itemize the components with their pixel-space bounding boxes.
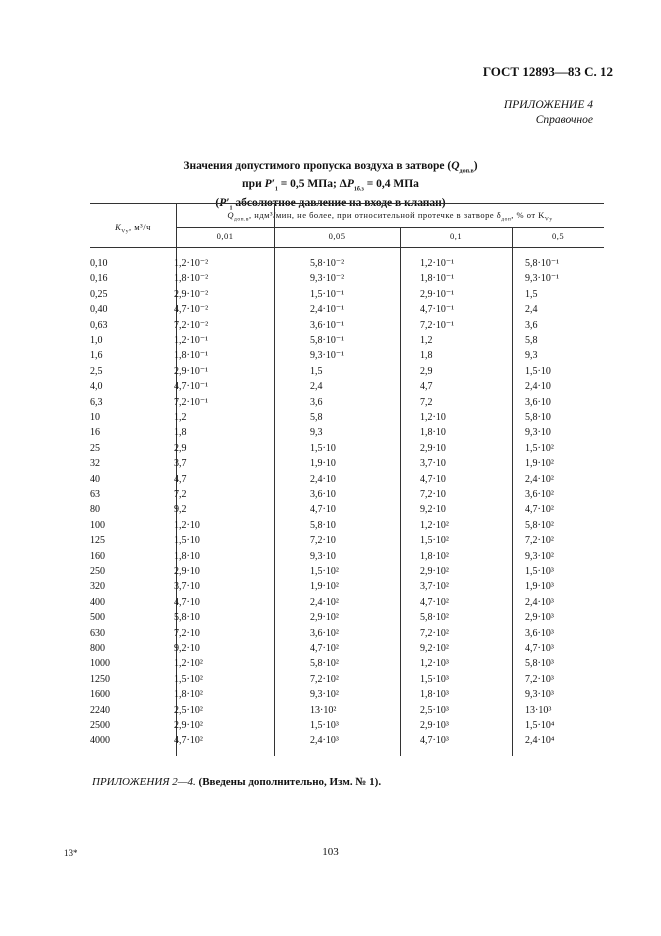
cell-value: 2,4·10² [310,596,339,608]
table-row [90,581,604,596]
cell-value: 2,9·10 [420,442,446,454]
cell-value: 1,2 [420,335,433,346]
title-p-subscript: 1 [274,186,278,193]
cell-value: 9,3·10² [525,550,554,562]
group-header-text: , % от K [511,210,545,220]
cell-value: 9,3 [310,427,323,439]
cell-value: 9,3·10² [310,689,339,701]
table-row [90,474,604,489]
cell-kvy: 16 [90,427,100,439]
cell-value: 4,7·10 [174,596,200,608]
cell-kvy: 1,6 [90,350,103,362]
cell-kvy: 2500 [90,720,110,731]
cell-value: 4,7·10³ [420,735,449,747]
table-row [90,689,604,704]
cell-value: 5,8·10³ [525,658,554,670]
cell-value: 7,2·10 [420,489,446,500]
table-row [90,381,604,396]
cell-value: 2,4 [525,304,538,316]
cell-value: 1,8·10⁻¹ [174,350,209,362]
cell-value: 2,4·10³ [310,735,339,747]
subheader-0-5: 0,5 [551,231,565,241]
delta-subscript: доп [501,216,512,223]
cell-value: 2,9·10⁻² [174,288,209,300]
cell-kvy: 2240 [90,704,110,716]
title-dp-symbol: P [346,178,354,191]
cell-kvy: 1600 [90,689,110,701]
cell-kvy: 0,16 [90,273,108,285]
table-row [90,504,604,519]
table-row [90,350,604,365]
cell-value: 1,9·10³ [525,581,554,593]
cell-value: 2,9·10² [174,720,203,731]
subheader-0-1: 0,1 [449,231,463,241]
column-header-kvy [90,222,176,235]
cell-value: 5,8·10 [525,412,551,423]
table-title-line-2 [0,178,661,196]
cell-kvy: 100 [90,519,105,531]
cell-value: 2,4·10⁻¹ [310,304,345,316]
table-row [90,551,604,566]
cell-value: 4,7·10⁻² [174,304,209,316]
table-row [90,412,604,427]
cell-value: 1,2·10⁻¹ [174,335,209,346]
cell-value: 2,9 [174,442,187,454]
cell-value: 1,8·10⁻² [174,273,209,285]
cell-value: 1,2·10 [174,519,200,531]
table-row [90,320,604,335]
title-text: ( [215,196,220,209]
cell-kvy: 250 [90,566,105,577]
cell-value: 9,2·10 [174,643,200,654]
cell-value: 9,3·10³ [525,689,554,701]
title-text: при [242,178,265,191]
table-row [90,535,604,550]
title-text: = 0,4 МПа [363,178,419,191]
cell-value: 4,7·10² [420,596,449,608]
cell-kvy: 0,40 [90,304,108,316]
cell-kvy: 1,0 [90,335,103,346]
cell-value: 2,4 [310,381,323,393]
cell-kvy: 320 [90,581,105,593]
title-text: Значения допустимого пропуска воздуха в затворе ( [183,160,452,172]
cell-value: 4,7·10² [174,735,203,747]
table-row [90,566,604,581]
cell-value: 1,5·10² [310,566,339,577]
cell-value: 9,3·10⁻¹ [310,350,345,362]
cell-kvy: 4,0 [90,381,103,393]
cell-value: 1,8·10⁻¹ [420,273,455,285]
cell-value: 1,5·10³ [420,673,449,685]
cell-value: 3,6·10² [310,627,339,639]
table-top-rule [90,203,604,204]
cell-value: 9,3·10⁻² [310,273,345,285]
table-row [90,397,604,412]
cell-value: 1,8·10² [420,550,449,562]
cell-kvy: 1000 [90,658,110,670]
cell-value: 1,5·10 [525,365,551,377]
cell-value: 1,2 [174,412,187,423]
table-row [90,273,604,288]
subheader-0-05: 0,05 [328,231,346,241]
cell-value: 2,5·10³ [420,704,449,716]
group-header [176,210,604,223]
cell-value: 1,2·10⁻¹ [420,258,455,269]
table-row [90,489,604,504]
cell-value: 2,4·10⁴ [525,735,555,747]
cell-kvy: 160 [90,550,105,562]
cell-value: 1,8·10 [420,427,446,439]
cell-kvy: 125 [90,535,105,547]
cell-value: 1,8·10³ [420,689,449,701]
cell-value: 1,2·10³ [420,658,449,670]
table-title-line-1 [0,160,661,178]
cell-kvy: 6,3 [90,396,103,408]
cell-value: 1,5·10² [420,535,449,547]
cell-value: 5,8·10 [310,519,336,531]
cell-value: 2,4·10 [525,381,551,393]
cell-value: 4,7·10 [420,473,446,485]
cell-value: 2,9·10⁻¹ [174,365,209,377]
subheader-0-01: 0,01 [216,231,234,241]
cell-value: 1,2·10² [174,658,203,670]
document-reference: ГОСТ 12893—83 С. 12 [482,64,613,79]
group-header-text: , ндм³/мин, не более, при относительной протечке в затворе δ [249,210,502,220]
cell-value: 1,5 [525,288,538,300]
cell-value: 1,2·10 [420,412,446,423]
cell-value: 3,7 [174,458,187,470]
title-text: абсолютное давление на входе в клапан) [232,196,446,209]
note-bold: (Введены дополнительно, Изм. № 1). [195,776,382,788]
table-row [90,643,604,658]
cell-value: 3,6 [525,319,538,331]
cell-kvy: 0,10 [90,258,108,269]
cell-value: 2,4·10 [310,473,336,485]
header-bottom-rule [90,247,604,248]
note-italic: ПРИЛОЖЕНИЯ 2—4. [92,776,196,788]
cell-value: 9,2 [174,504,187,516]
cell-value: 2,9 [420,365,433,377]
cell-value: 3,6·10 [525,396,551,408]
cell-value: 5,8·10⁻² [310,258,345,269]
cell-value: 5,8·10⁻¹ [310,335,345,346]
table-row [90,612,604,627]
appendix-title: ПРИЛОЖЕНИЕ 4 [503,99,593,111]
cell-kvy: 800 [90,643,105,654]
cell-value: 1,5·10³ [525,566,554,577]
cell-value: 9,3·10⁻¹ [525,273,560,285]
cell-value: 1,8·10 [174,550,200,562]
cell-kvy: 25 [90,442,100,454]
cell-kvy: 2,5 [90,365,103,377]
title-p-subscript: 1 [229,204,233,211]
cell-value: 9,3·10 [525,427,551,439]
cell-value: 4,7 [174,473,187,485]
cell-value: 2,4·10² [525,473,554,485]
cell-kvy: 4000 [90,735,110,747]
cell-value: 13·10² [310,704,337,716]
cell-kvy: 1250 [90,673,110,685]
table-row [90,658,604,673]
kvy-symbol: K [115,222,122,232]
cell-value: 5,8 [525,335,538,346]
title-p-symbol: P′ [219,196,230,209]
table-row [90,520,604,535]
cell-value: 13·10³ [525,704,552,716]
cell-value: 2,5·10² [174,704,203,716]
cell-value: 7,2 [174,489,187,500]
cell-kvy: 80 [90,504,100,516]
cell-value: 1,9·10² [525,458,554,470]
page-number: 103 [322,846,339,858]
cell-value: 1,5·10³ [310,720,339,731]
cell-value: 3,7·10 [420,458,446,470]
cell-value: 7,2·10 [310,535,336,547]
cell-kvy: 63 [90,489,100,500]
table-row [90,720,604,735]
cell-value: 9,3 [525,350,538,362]
cell-value: 2,9·10³ [525,612,554,624]
title-p-symbol: P′ [264,178,275,191]
q-subscript: доп.в [234,216,250,223]
cell-value: 5,8·10⁻¹ [525,258,560,269]
cell-value: 3,6·10⁻¹ [310,319,345,331]
cell-value: 7,2·10² [420,627,449,639]
cell-value: 1,8 [420,350,433,362]
cell-value: 2,9·10² [310,612,339,624]
cell-value: 1,9·10² [310,581,339,593]
cell-value: 1,5·10⁻¹ [310,288,345,300]
table-row [90,335,604,350]
cell-value: 3,6·10³ [525,627,554,639]
title-q-subscript: доп.в [459,168,474,175]
cell-value: 1,5·10⁴ [525,720,555,731]
cell-value: 5,8·10 [174,612,200,624]
title-text: = 0,5 МПа; Δ [277,178,347,191]
cell-value: 5,8 [310,412,323,423]
cell-value: 9,2·10² [420,643,449,654]
title-dp-subscript: 1б.з [353,186,364,193]
table-row [90,735,604,750]
cell-kvy: 0,25 [90,288,108,300]
cell-value: 2,9·10 [174,566,200,577]
cell-value: 7,2·10³ [525,673,554,685]
cell-value: 5,8·10² [420,612,449,624]
cell-value: 1,8 [174,427,187,439]
cell-value: 3,6·10 [310,489,336,500]
cell-kvy: 10 [90,412,100,423]
sheet-mark: 13* [64,848,78,858]
cell-value: 3,7·10 [174,581,200,593]
cell-value: 1,5·10 [310,442,336,454]
cell-kvy: 32 [90,458,100,470]
cell-value: 2,9·10² [420,566,449,577]
cell-value: 5,8·10² [525,519,554,531]
table-row [90,304,604,319]
cell-value: 1,2·10² [420,519,449,531]
cell-kvy: 40 [90,473,100,485]
cell-value: 3,6 [310,396,323,408]
cell-value: 4,7·10² [310,643,339,654]
cell-value: 7,2·10² [310,673,339,685]
table-row [90,289,604,304]
appendix-label [504,98,593,128]
cell-value: 7,2·10⁻¹ [174,396,209,408]
table-row [90,427,604,442]
cell-value: 9,3·10 [310,550,336,562]
cell-value: 9,2·10 [420,504,446,516]
cell-value: 4,7·10 [310,504,336,516]
cell-value: 7,2·10⁻¹ [420,319,455,331]
cell-value: 4,7·10³ [525,643,554,654]
cell-value: 4,7·10⁻¹ [420,304,455,316]
kvy-subscript: Vу [121,228,130,235]
group-header-rule [176,227,604,228]
cell-value: 1,8·10² [174,689,203,701]
cell-value: 2,9·10⁻¹ [420,288,455,300]
kvy-subscript: Vу [544,216,553,223]
cell-value: 3,6·10² [525,489,554,500]
table-row [90,443,604,458]
cell-value: 7,2 [420,396,433,408]
cell-value: 1,9·10 [310,458,336,470]
leakage-table [90,203,604,756]
table-row [90,597,604,612]
cell-value: 7,2·10² [525,535,554,547]
q-symbol: Q [227,210,235,220]
amendment-note [92,776,381,788]
cell-value: 7,2·10 [174,627,200,639]
cell-value: 5,8·10² [310,658,339,670]
title-text: ) [473,160,478,172]
cell-value: 2,9·10³ [420,720,449,731]
cell-value: 1,5·10² [174,673,203,685]
appendix-subtitle: Справочное [535,114,593,126]
table-row [90,674,604,689]
cell-value: 2,4·10³ [525,596,554,608]
cell-value: 3,7·10² [420,581,449,593]
cell-value: 1,5·10² [525,442,554,454]
cell-kvy: 0,63 [90,319,108,331]
cell-kvy: 630 [90,627,105,639]
cell-value: 1,5·10 [174,535,200,547]
table-row [90,258,604,273]
cell-kvy: 500 [90,612,105,624]
kvy-unit: , м³/ч [129,222,151,232]
table-row [90,628,604,643]
cell-value: 4,7·10⁻¹ [174,381,209,393]
cell-value: 1,2·10⁻² [174,258,209,269]
cell-value: 4,7 [420,381,433,393]
cell-value: 1,5 [310,365,323,377]
cell-value: 4,7·10² [525,504,554,516]
table-row [90,705,604,720]
cell-value: 7,2·10⁻² [174,319,209,331]
table-row [90,458,604,473]
cell-kvy: 400 [90,596,105,608]
title-q-symbol: Q [451,160,460,172]
table-row [90,366,604,381]
